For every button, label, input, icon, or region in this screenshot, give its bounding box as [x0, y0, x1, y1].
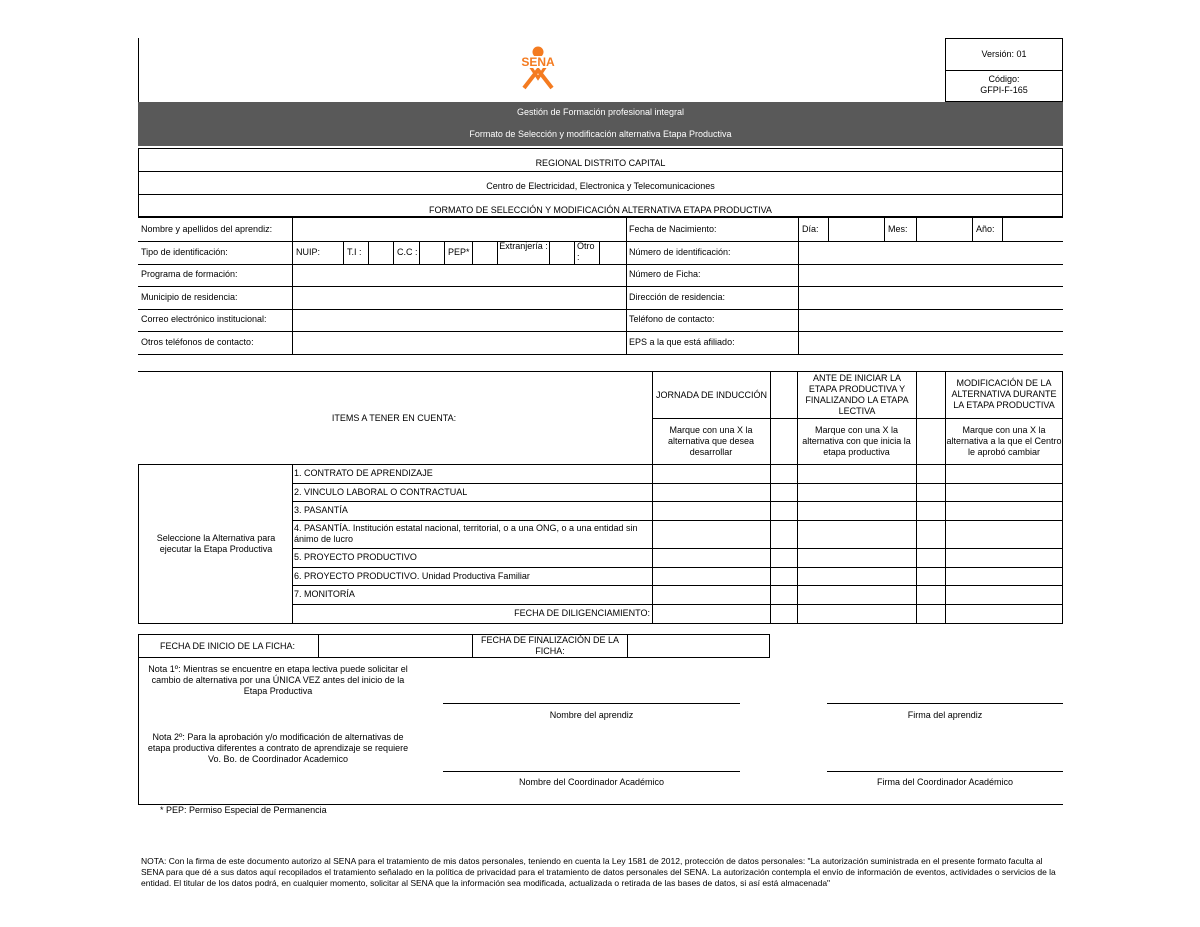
legal-note: NOTA: Con la firma de este documento autorizo al SENA para el tratamiento de mis datos personales, teniendo en cuenta la Ley 1581 de 2012, protección de datos personales: "La autorización suministrada en el presente formato faculta al SENA para que dé a sus datos aquí recopilados el tratamiento señalado en la política de privacidad para el tratamiento de datos personales del SENA. La autorización contempla el envío de información de eventos, actividades o servicios de la entidad. El titular de los datos podrá, en cualquier momento, solicitar al SENA que la información sea modificada, actualizada o retirada de las bases de datos, si así está almacenada" — [141, 856, 1056, 888]
before-mark-cells[interactable] — [798, 465, 916, 604]
day-field[interactable] — [829, 218, 884, 241]
apprentice-sign-caption: Firma del aprendiz — [907, 710, 983, 720]
modification-mark-cells[interactable] — [946, 465, 1062, 604]
alternative-3: 3. PASANTÍA — [294, 505, 348, 515]
municipality-field[interactable] — [293, 287, 626, 309]
label-municipality: Municipio de residencia: — [141, 292, 238, 302]
apprentice-name-line[interactable] — [443, 684, 740, 703]
sena-logo-text: SENA — [512, 56, 564, 68]
label-name: Nombre y apellidos del aprendiz: — [141, 224, 273, 234]
header-line-1: Gestión de Formación profesional integral — [516, 107, 685, 117]
foreign-checkbox[interactable] — [550, 242, 574, 264]
induction-mark-cells[interactable] — [653, 465, 770, 604]
coordinator-name-line[interactable] — [443, 752, 740, 771]
alternative-1: 1. CONTRATO DE APRENDIZAJE — [294, 468, 433, 478]
col-note-modification: Marque con una X la alternativa a la que el Centro le aprobó cambiar — [946, 425, 1062, 457]
label-program: Programa de formación: — [141, 269, 238, 279]
alternative-6: 6. PROYECTO PRODUCTIVO. Unidad Productiva Familiar — [294, 571, 530, 581]
year-field[interactable] — [1003, 218, 1062, 241]
ficha-end-field[interactable] — [628, 635, 769, 657]
label-birth-date: Fecha de Nacimiento: — [629, 224, 717, 234]
alternative-2: 2. VINCULO LABORAL O CONTRACTUAL — [294, 487, 468, 497]
col-header-modification: MODIFICACIÓN DE LA ALTERNATIVA DURANTE LA ETAPA PRODUCTIVA — [951, 378, 1057, 410]
header-line-2: Formato de Selección y modificación alternativa Etapa Productiva — [469, 129, 732, 139]
label-eps: EPS a la que está afiliado: — [629, 337, 735, 347]
regional-name: REGIONAL DISTRITO CAPITAL — [535, 158, 666, 168]
other-checkbox[interactable] — [600, 242, 626, 264]
other-phones-field[interactable] — [293, 332, 626, 354]
center-name: Centro de Electricidad, Electronica y Telecomunicaciones — [486, 181, 715, 191]
label-year: Año: — [976, 224, 995, 234]
alternative-5: 5. PROYECTO PRODUCTIVO — [294, 552, 417, 562]
month-field[interactable] — [917, 218, 972, 241]
address-field[interactable] — [799, 287, 1062, 309]
name-field[interactable] — [293, 218, 626, 241]
items-title: ITEMS A TENER EN CUENTA: — [331, 413, 457, 423]
col-header-before: ANTE DE INICIAR LA ETAPA PRODUCTIVA Y FINALIZANDO LA ETAPA LECTIVA — [805, 373, 909, 416]
pep-footnote: * PEP: Permiso Especial de Permanencia — [160, 805, 327, 815]
col-note-before: Marque con una X la alternativa con que inicia la etapa productiva — [802, 425, 911, 457]
label-other-phones: Otros teléfonos de contacto: — [141, 337, 254, 347]
sena-logo — [510, 44, 566, 90]
alternative-7: 7. MONITORÍA — [294, 589, 355, 599]
pep-checkbox[interactable] — [473, 242, 497, 264]
label-id-type: Tipo de identificación: — [141, 247, 228, 257]
col-note-induction: Marque con una X la alternativa que desea desarrollar — [667, 425, 755, 457]
cc-checkbox[interactable] — [420, 242, 444, 264]
form-title: FORMATO DE SELECCIÓN Y MODIFICACIÓN ALTERNATIVA ETAPA PRODUCTIVA — [429, 205, 772, 215]
alternative-4: 4. PASANTÍA. Institución estatal nacional, territorial, o a una ONG, o a una entidad sin ánimo de lucro — [294, 523, 638, 544]
coordinator-sign-caption: Firma del Coordinador Académico — [876, 777, 1014, 787]
label-day: Día: — [802, 224, 819, 234]
ficha-number-field[interactable] — [799, 265, 1062, 286]
label-email: Correo electrónico institucional: — [141, 314, 267, 324]
note-2: Nota 2º: Para la aprobación y/o modificación de alternativas de etapa productiva diferentes a contrato de aprendizaje se requiere Vo. Bo. de Coordinador Academico — [147, 732, 409, 764]
ficha-start-field[interactable] — [319, 635, 472, 657]
label-nuip: NUIP: — [296, 247, 321, 257]
code-label: Código: — [988, 74, 1020, 84]
select-alternative-label: Seleccione la Alternativa para ejecutar la Etapa Productiva — [156, 533, 276, 554]
version-label: Versión: 01 — [981, 49, 1027, 59]
col-header-induction: JORNADA DE INDUCCIÓN — [655, 390, 767, 400]
label-pep: PEP* — [448, 247, 470, 257]
label-other: Otro : — [577, 241, 595, 262]
label-cc: C.C : — [397, 247, 418, 257]
phone-field[interactable] — [799, 310, 1062, 331]
email-field[interactable] — [293, 310, 626, 331]
eps-field[interactable] — [799, 332, 1062, 354]
ficha-end-label: FECHA DE FINALIZACIÓN DE LA FICHA: — [480, 635, 620, 656]
apprentice-signature-line[interactable] — [827, 684, 1063, 703]
label-foreign: Extranjería : — [499, 241, 548, 251]
label-id-number: Número de identificación: — [629, 247, 731, 257]
nuip-checkbox[interactable] — [318, 242, 343, 264]
ficha-start-label: FECHA DE INICIO DE LA FICHA: — [160, 641, 296, 651]
coordinator-signature-line[interactable] — [827, 752, 1063, 771]
apprentice-name-caption: Nombre del aprendiz — [549, 710, 634, 720]
label-phone: Teléfono de contacto: — [629, 314, 715, 324]
id-number-field[interactable] — [799, 242, 1062, 264]
code-value: GFPI-F-165 — [980, 85, 1028, 95]
fill-date-label: FECHA DE DILIGENCIAMIENTO: — [514, 608, 650, 618]
label-ficha-number: Número de Ficha: — [629, 269, 701, 279]
note-1: Nota 1º: Mientras se encuentre en etapa lectiva puede solicitar el cambio de alternativa por una ÚNICA VEZ antes del inicio de la Etapa Productiva — [148, 664, 408, 696]
label-address: Dirección de residencia: — [629, 292, 726, 302]
ti-checkbox[interactable] — [369, 242, 393, 264]
program-field[interactable] — [293, 265, 626, 286]
coordinator-name-caption: Nombre del Coordinador Académico — [518, 777, 665, 787]
label-ti: T.I : — [347, 247, 362, 257]
label-month: Mes: — [888, 224, 908, 234]
